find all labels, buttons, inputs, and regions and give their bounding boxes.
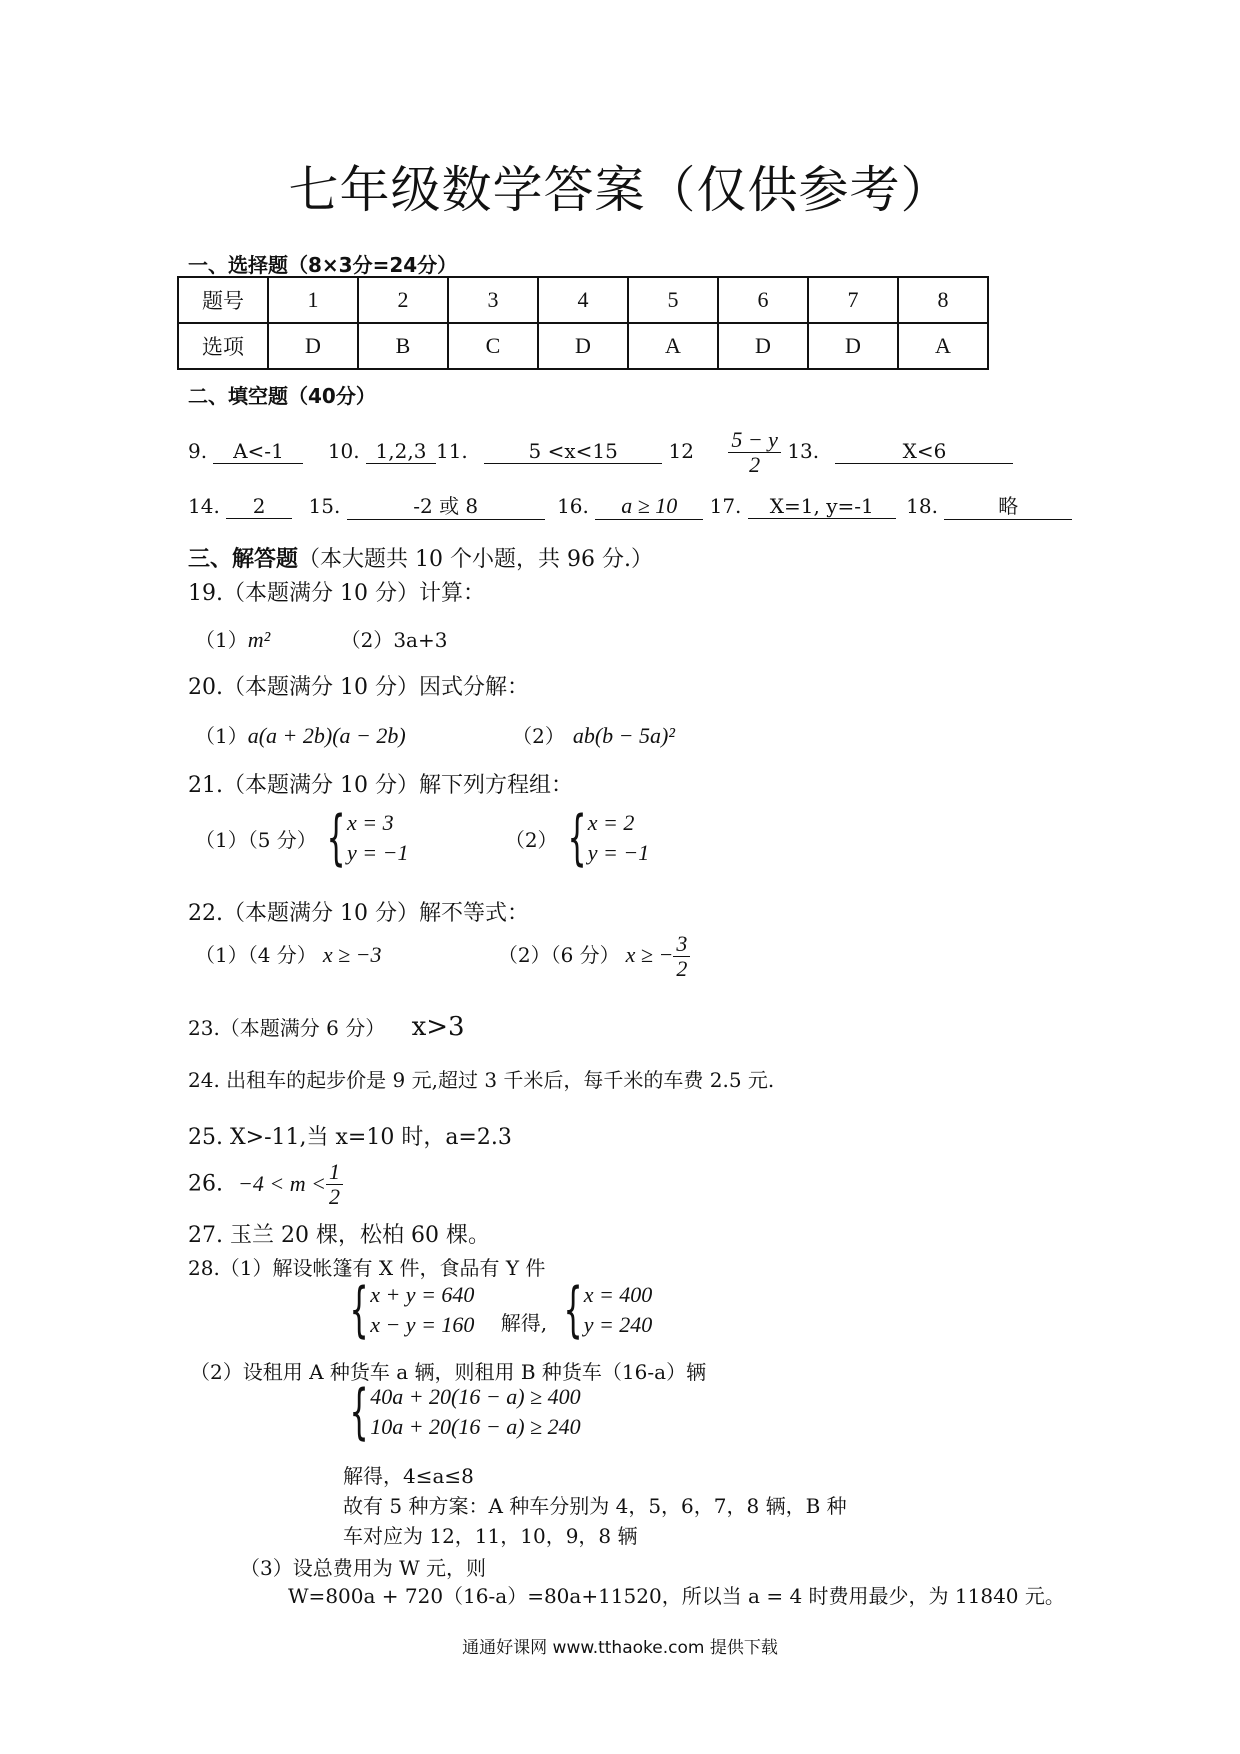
q20-p2-label: （2） (512, 724, 565, 748)
q18-number: 18. (906, 494, 938, 518)
q22-p2-denominator: 2 (676, 956, 688, 981)
table-cell: 5 (628, 277, 718, 323)
table-row (178, 277, 988, 323)
q28-result2: 故有 5 种方案：A 种车分别为 4，5，6，7，8 辆，B 种 (343, 1494, 847, 1518)
q22-p2-prefix: x ≥ − (625, 942, 674, 967)
table-row (178, 323, 988, 369)
q22-p1-label: （1）（4 分） (195, 943, 317, 967)
table-cell: D (808, 323, 898, 369)
q13-answer: X<6 (835, 439, 1013, 464)
section-1-heading: 一、选择题（8×3分=24分） (188, 253, 458, 277)
section-3-heading-bold: 三、解答题 (188, 547, 299, 572)
q23 (188, 1012, 465, 1042)
q21-p1 (195, 803, 409, 873)
table-cell: 8 (898, 277, 988, 323)
section-3-heading (188, 542, 653, 573)
table-cell: 1 (268, 277, 358, 323)
q12-number: 12 (668, 439, 694, 463)
q21-title: 21.（本题满分 10 分）解下列方程组： (188, 773, 573, 798)
answer-table (177, 276, 989, 370)
q18-answer: 略 (944, 490, 1072, 520)
q28-system-1 (340, 1275, 475, 1345)
left-brace-icon: { (349, 1275, 369, 1345)
q14-answer: 2 (226, 494, 292, 519)
q10-answer: 1,2,3 (366, 439, 436, 464)
q22-p2-label: （2）（6 分） (497, 943, 620, 967)
table-header-cell: 题号 (178, 277, 268, 323)
q9-number: 9. (188, 439, 208, 463)
q23-label: 23.（本题满分 6 分） (188, 1016, 386, 1040)
q26-number: 26. (188, 1171, 223, 1197)
q26-fraction (326, 1160, 343, 1209)
footer: 通通好课网 www.tthaoke.com 提供下载 (462, 1638, 778, 1658)
q12-denominator: 2 (749, 452, 761, 477)
q28-system-3 (340, 1377, 581, 1447)
q12-fraction (728, 428, 781, 477)
q11-number: 11. (435, 439, 468, 463)
section-3-heading-rest: （本大题共 10 个小题，共 96 分.） (298, 547, 653, 572)
q16-number: 16. (557, 494, 589, 518)
q20-p1-label: （1） (195, 724, 248, 748)
q28-result3: 车对应为 12，11，10，9，8 辆 (343, 1524, 638, 1548)
q28-part3: （3）设总费用为 W 元，则 (240, 1556, 486, 1580)
fill-row-1 (188, 428, 1013, 477)
table-cell: 7 (808, 277, 898, 323)
table-cell: D (538, 323, 628, 369)
q20-p1: a(a + 2b)(a − 2b) (247, 723, 406, 748)
q20-answers (195, 720, 675, 749)
q15-number: 15. (308, 494, 341, 518)
q28-result1: 解得，4≤a≤8 (343, 1464, 474, 1488)
q17-answer: X=1, y=-1 (748, 494, 896, 519)
q19-p2: 3a+3 (393, 628, 448, 652)
q16-answer: a ≥ 10 (595, 493, 703, 520)
table-header-cell: 选项 (178, 323, 268, 369)
q15-answer: -2 或 8 (347, 490, 545, 520)
q27: 27. 玉兰 20 棵，松柏 60 棵。 (188, 1223, 490, 1248)
q11-answer: 5 <x<15 (484, 439, 662, 464)
q19-answers (195, 624, 447, 653)
table-cell: 3 (448, 277, 538, 323)
table-cell: A (628, 323, 718, 369)
left-brace-icon: { (567, 803, 587, 873)
q19-p2-label: （2） (340, 628, 394, 652)
table-cell: 6 (718, 277, 808, 323)
q21-p2 (504, 803, 650, 873)
q28-part2: （2）设租用 A 种货车 a 辆，则租用 B 种货车（16-a）辆 (190, 1360, 707, 1384)
q19-p1: m² (247, 627, 271, 652)
table-cell: A (898, 323, 988, 369)
q26 (188, 1160, 343, 1209)
q21-p2-row1: x = 2 (587, 810, 635, 835)
q22-p2-fraction (673, 932, 690, 981)
q21-p1-row1: x = 3 (347, 810, 394, 835)
q21-p1-label: （1）（5 分） (195, 827, 317, 852)
page-title: 七年级数学答案（仅供参考） (288, 161, 952, 219)
q19-p1-label: （1） (195, 628, 248, 652)
q26-prefix: −4 < m < (238, 1170, 326, 1196)
q26-denominator: 2 (328, 1184, 340, 1209)
left-brace-icon: { (563, 1275, 583, 1345)
q28-sys1-row2: x − y = 160 (370, 1312, 475, 1337)
left-brace-icon: { (349, 1377, 369, 1447)
left-brace-icon: { (326, 803, 346, 873)
q22-title: 22.（本题满分 10 分）解不等式： (188, 901, 529, 926)
q22-p2-numerator: 3 (673, 932, 690, 957)
q12-numerator: 5 − y (728, 428, 781, 453)
q28-systems (340, 1275, 653, 1345)
table-cell: 4 (538, 277, 628, 323)
q21-p2-row2: y = −1 (587, 840, 650, 865)
q9-answer: A<-1 (213, 439, 303, 464)
q25: 25. X>-11,当 x=10 时，a=2.3 (188, 1125, 512, 1150)
q26-numerator: 1 (326, 1160, 343, 1185)
q17-number: 17. (709, 494, 742, 518)
q21-p2-label: （2） (504, 827, 558, 852)
q22-p1: x ≥ −3 (322, 942, 382, 967)
q28-sys1-row1: x + y = 640 (370, 1282, 475, 1307)
q28-part3-calc: W=800a + 720（16-a）=80a+11520，所以当 a = 4 时费用最少，为 11840 元。 (288, 1584, 1065, 1608)
q24: 24. 出租车的起步价是 9 元,超过 3 千米后，每千米的车费 2.5 元. (188, 1068, 775, 1092)
q20-title: 20.（本题满分 10 分）因式分解： (188, 675, 529, 700)
q28-sys2-row2: y = 240 (583, 1312, 653, 1337)
q21-p1-row2: y = −1 (347, 840, 409, 865)
section-2-heading: 二、填空题（40分） (188, 384, 376, 408)
q28-system-2 (554, 1275, 653, 1345)
q13-number: 13. (787, 439, 820, 463)
table-cell: B (358, 323, 448, 369)
table-cell: D (268, 323, 358, 369)
q10-number: 10. (327, 439, 360, 463)
q28-solve-label: 解得, (500, 1311, 548, 1335)
q19-title: 19.（本题满分 10 分）计算： (188, 581, 485, 606)
q20-p2: ab(b − 5a)² (572, 723, 675, 748)
table-cell: D (718, 323, 808, 369)
q14-number: 14. (188, 494, 220, 518)
q21-answers (195, 803, 650, 873)
q28-line1: 28.（1）解设帐篷有 X 件，食品有 Y 件 (188, 1256, 546, 1280)
fill-row-2 (188, 490, 1072, 520)
q22-answers (195, 932, 690, 981)
q28-sys3-row1: 40a + 20(16 − a) ≥ 400 (370, 1384, 581, 1409)
q28-sys2-row1: x = 400 (583, 1282, 653, 1307)
q28-sys3-row2: 10a + 20(16 − a) ≥ 240 (370, 1414, 581, 1439)
table-cell: C (448, 323, 538, 369)
q23-answer: x>3 (411, 1012, 465, 1042)
table-cell: 2 (358, 277, 448, 323)
